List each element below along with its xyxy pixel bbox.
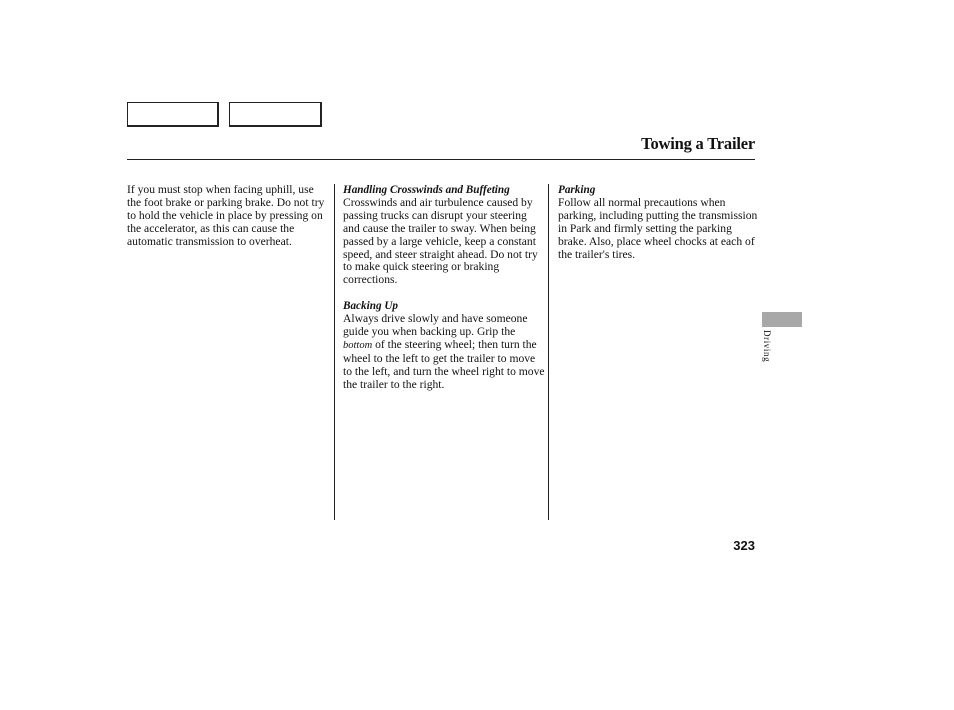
column-right <box>558 184 758 261</box>
nav-button-main-menu[interactable] <box>127 102 219 127</box>
page-number: 323 <box>733 538 755 553</box>
column-divider-2 <box>548 184 549 520</box>
backing-up-heading: Backing Up <box>343 300 399 313</box>
crosswinds-heading: Handling Crosswinds and Buffeting <box>343 184 510 196</box>
backing-up-emphasis: bottom <box>343 339 373 351</box>
title-divider <box>127 159 755 160</box>
column-divider-1 <box>334 184 335 520</box>
section-tab-driving[interactable] <box>762 312 802 327</box>
column-middle <box>343 184 545 392</box>
nav-button-table-of-contents[interactable] <box>229 102 322 127</box>
backing-up-text-end: of the steering wheel; then turn the wheel to the left to get the trailer to move to the left, and turn the wheel right to move the trailer to the right. <box>343 337 545 391</box>
parking-heading: Parking <box>558 184 596 196</box>
uphill-stop-paragraph: If you must stop when facing uphill, use the foot brake or parking brake. Do not try to hold the vehicle in place by pressing on the accelerator, as this can cause the automatic transmission to overheat. <box>127 183 325 248</box>
page-title: Towing a Trailer <box>641 134 755 153</box>
backing-up-paragraph <box>343 313 545 391</box>
section-label: Driving <box>762 330 772 363</box>
crosswinds-paragraph: Crosswinds and air turbulence caused by passing trucks can disrupt your steering and cause the trailer to sway. When being passed by a large vehicle, keep a constant speed, and steer straight ahead. Do not try to make quick steering or braking corrections. <box>343 195 538 287</box>
parking-paragraph: Follow all normal precautions when parking, including putting the transmission in Park and firmly setting the parking brake. Also, place wheel chocks at each of the trailer's tires. <box>558 195 758 261</box>
column-left <box>127 184 325 249</box>
backing-up-text-start: Always drive slowly and have someone guide you when backing up. Grip the <box>343 312 528 339</box>
